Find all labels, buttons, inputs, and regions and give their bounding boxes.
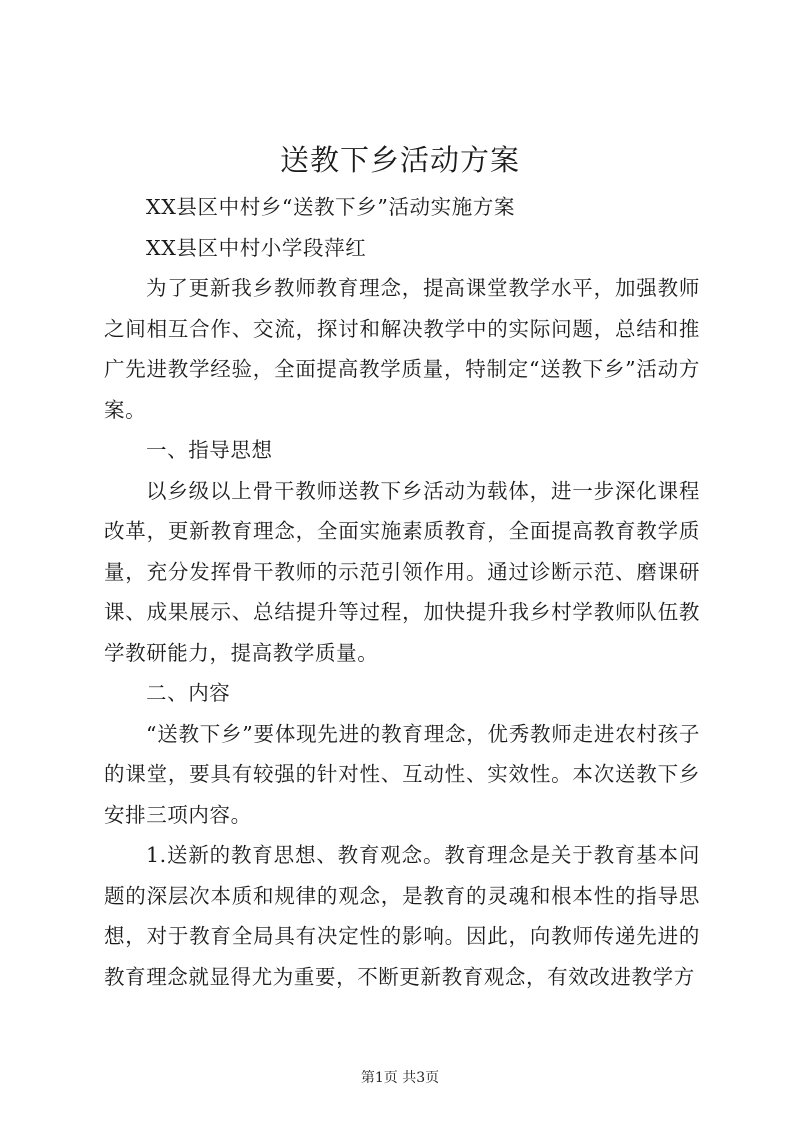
content-paragraph: “送教下乡”要体现先进的教育理念，优秀教师走进农村孩子的课堂，要具有较强的针对性、互动性、实效性。本次送教下乡安排三项内容。: [104, 721, 700, 827]
section-heading-content: 二、内容: [146, 681, 231, 705]
guiding-ideology-paragraph: 以乡级以上骨干教师送教下乡活动为载体，进一步深化课程改革，更新教育理念，全面实施素质教育，全面提高教育教学质量，充分发挥骨干教师的示范引领作用。通过诊断示范、磨课研课、成果展示、总结提升等过程，加快提升我乡村学教师队伍教学教研能力，提高教学质量。: [104, 478, 700, 665]
author-line: XX县区中村小学段萍红: [146, 235, 367, 260]
page-footer: 第1页 共3页: [360, 1070, 440, 1086]
subtitle-paragraph: XX县区中村乡“送教下乡”活动实施方案: [146, 195, 516, 219]
intro-paragraph: 为了更新我乡教师教育理念，提高课堂教学水平，加强教师之间相互合作、交流，探讨和解决教学中的实际问题，总结和推广先进教学经验，全面提高教学质量，特制定“送教下乡”活动方案。: [104, 276, 700, 422]
document-body: [104, 187, 700, 997]
item-1-paragraph: 1.送新的教育思想、教育观念。教育理念是关于教育基本问题的深层次本质和规律的观念，是教育的灵魂和根本性的指导思想，对于教育全局具有决定性的影响。因此，向教师传递先进的教育理念就显得尤为重要，不断更新教育观念，有效改进教学方: [104, 843, 700, 989]
document-title: 送教下乡活动方案: [279, 143, 520, 177]
section-heading-guiding-ideology: 一、指导思想: [146, 438, 273, 462]
